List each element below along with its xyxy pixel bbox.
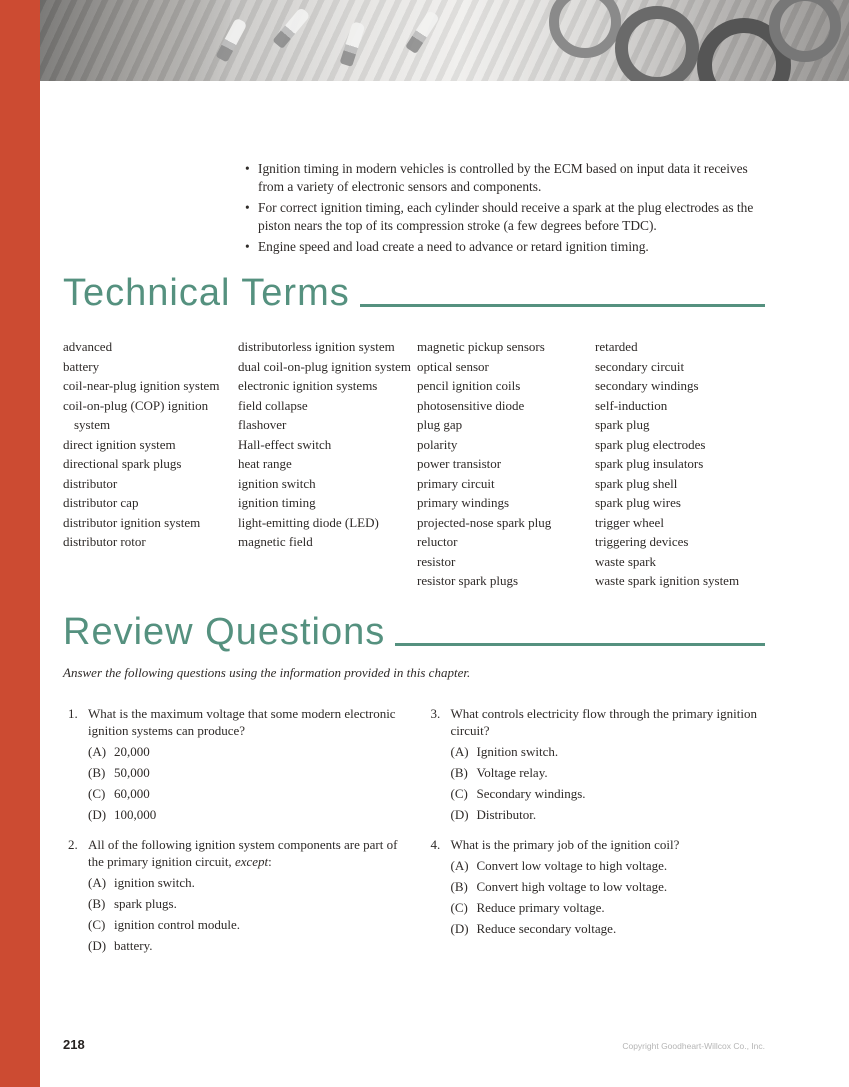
answer-choice [88, 785, 403, 802]
summary-item: • Engine speed and load create a need to advance or retard ignition timing. [245, 238, 765, 256]
term: advanced [63, 339, 113, 354]
choice-label: (A) [450, 743, 469, 759]
choice-label: (B) [450, 878, 468, 894]
question-text: What is the primary job of the ignition coil? [450, 836, 680, 852]
term: spark plug insulators [595, 456, 704, 471]
term: ignition switch [238, 475, 316, 491]
page-content [63, 81, 765, 967]
term: battery [63, 358, 100, 374]
summary-list [245, 160, 765, 256]
term: spark plug shell [595, 475, 678, 491]
term: waste spark [595, 553, 657, 569]
term: distributor [63, 475, 118, 491]
term-column [595, 337, 765, 591]
question-column [68, 705, 403, 967]
term: distributor cap [63, 495, 139, 510]
term: flashover [238, 417, 287, 432]
bearing-shape [615, 6, 699, 81]
choice-text: 20,000 [114, 743, 150, 759]
term-column [63, 337, 238, 591]
heading-rule [395, 643, 765, 646]
choice-text: ignition switch. [114, 874, 195, 890]
section-title-review-questions: Review Questions [63, 610, 386, 653]
term: magnetic field [238, 534, 313, 549]
answer-choice [88, 806, 403, 823]
term: optical sensor [417, 358, 489, 374]
questions-columns [63, 705, 765, 967]
choice-label: (D) [88, 937, 107, 953]
choice-label: (C) [88, 916, 106, 932]
choice-label: (C) [450, 785, 468, 801]
term: photosensitive diode [417, 397, 525, 413]
question [431, 705, 766, 823]
term: direct ignition system [63, 436, 176, 452]
answer-choice [451, 764, 766, 781]
choice-label: (A) [88, 743, 107, 759]
term-column [417, 337, 595, 591]
choice-label: (D) [88, 806, 107, 822]
question [68, 705, 403, 823]
term: field collapse [238, 397, 308, 413]
choice-label: (C) [450, 899, 468, 915]
page-number: 218 [63, 1037, 85, 1052]
term: coil-on-plug (COP) ignition system [63, 397, 209, 432]
heading-rule [360, 304, 765, 307]
question-number: 2. [68, 836, 78, 852]
term: electronic ignition systems [238, 378, 378, 393]
choice-label: (A) [88, 874, 107, 890]
term: resistor [417, 553, 456, 569]
term: magnetic pickup sensors [417, 339, 545, 354]
term: dual coil-on-plug ignition system [238, 358, 411, 374]
question-text: What controls electricity flow through the primary ignition circuit? [450, 705, 758, 738]
page-footer [63, 1037, 765, 1052]
choice-label: (D) [450, 920, 469, 936]
copyright-text: Copyright Goodheart-Willcox Co., Inc. [622, 1041, 765, 1051]
choice-text: Reduce secondary voltage. [476, 920, 617, 936]
choice-text: Distributor. [476, 806, 537, 822]
term: retarded [595, 339, 638, 354]
answer-choice [451, 920, 766, 937]
review-questions-heading [63, 610, 765, 653]
choice-text: ignition control module. [114, 916, 241, 932]
choice-label: (C) [88, 785, 106, 801]
choice-label: (D) [450, 806, 469, 822]
term: spark plug [595, 417, 650, 432]
terms-columns [63, 337, 765, 591]
technical-terms-heading [63, 274, 765, 312]
summary-item: • Ignition timing in modern vehicles is controlled by the ECM based on input data it receives from a variety of electronic sensors and components. [245, 160, 765, 196]
summary-item: • For correct ignition timing, each cylinder should receive a spark at the plug electrodes as the piston nears the top of its compression stroke (a few degrees before TDC). [245, 199, 765, 235]
term: power transistor [417, 456, 502, 471]
question [68, 836, 403, 954]
answer-choice [88, 937, 403, 954]
choice-text: Reduce primary voltage. [476, 899, 605, 915]
term: secondary windings [595, 378, 699, 393]
choice-label: (B) [88, 895, 106, 911]
answer-choice [88, 743, 403, 760]
term: primary circuit [417, 475, 495, 491]
term: plug gap [417, 417, 463, 432]
term: distributorless ignition system [238, 339, 395, 354]
term: ignition timing [238, 495, 316, 510]
choice-text: spark plugs. [114, 895, 177, 911]
header-photo [40, 0, 849, 81]
question-number: 4. [430, 836, 441, 852]
choice-label: (A) [450, 857, 469, 873]
choice-label: (B) [450, 764, 468, 780]
term: spark plug wires [595, 495, 681, 510]
question-number: 3. [430, 705, 441, 721]
choice-text: battery. [114, 937, 153, 953]
choice-text: Voltage relay. [476, 764, 548, 780]
term: distributor rotor [63, 534, 146, 549]
answer-choice [88, 764, 403, 781]
answer-choice [451, 857, 766, 874]
term: spark plug electrodes [595, 436, 706, 452]
choice-text: Convert high voltage to low voltage. [476, 878, 668, 894]
term: reluctor [417, 534, 458, 549]
choice-text: Ignition switch. [476, 743, 559, 759]
term: Hall-effect switch [238, 436, 332, 452]
term: directional spark plugs [63, 456, 182, 471]
answer-choice [451, 806, 766, 823]
term: coil-near-plug ignition system [63, 378, 220, 393]
term: secondary circuit [595, 358, 685, 374]
answer-choice [451, 743, 766, 760]
choice-label: (B) [88, 764, 106, 780]
term: primary windings [417, 495, 510, 510]
answer-choice [451, 878, 766, 895]
choice-text: Convert low voltage to high voltage. [476, 857, 668, 873]
term: polarity [417, 436, 458, 452]
choice-text: 50,000 [114, 764, 150, 780]
answer-choice [88, 916, 403, 933]
question-text: All of the following ignition system components are part of the primary ignition circuit, except: [88, 836, 398, 869]
question-number: 1. [68, 705, 78, 721]
term: light-emitting diode (LED) [238, 514, 379, 530]
answer-choice [88, 895, 403, 912]
question [431, 836, 766, 937]
choice-text: 100,000 [114, 806, 157, 822]
term: pencil ignition coils [417, 378, 521, 393]
question-text: What is the maximum voltage that some modern electronic ignition systems can produce? [88, 705, 396, 738]
section-title-technical-terms: Technical Terms [63, 272, 350, 314]
term: self-induction [595, 397, 668, 413]
term: distributor ignition system [63, 514, 201, 530]
term: heat range [238, 456, 292, 471]
question-column [431, 705, 766, 967]
choice-text: Secondary windings. [476, 785, 586, 801]
answer-choice [451, 785, 766, 802]
term-column [238, 337, 417, 591]
answer-choice [88, 874, 403, 891]
term: trigger wheel [595, 514, 664, 530]
term: resistor spark plugs [417, 573, 519, 588]
term: waste spark ignition system [595, 573, 740, 588]
page-edge-band [0, 0, 40, 1087]
instruction-text: Answer the following questions using the information provided in this chapter. [63, 664, 471, 680]
term: projected-nose spark plug [417, 514, 552, 530]
choice-text: 60,000 [114, 785, 150, 801]
answer-choice [451, 899, 766, 916]
term: triggering devices [595, 534, 689, 549]
